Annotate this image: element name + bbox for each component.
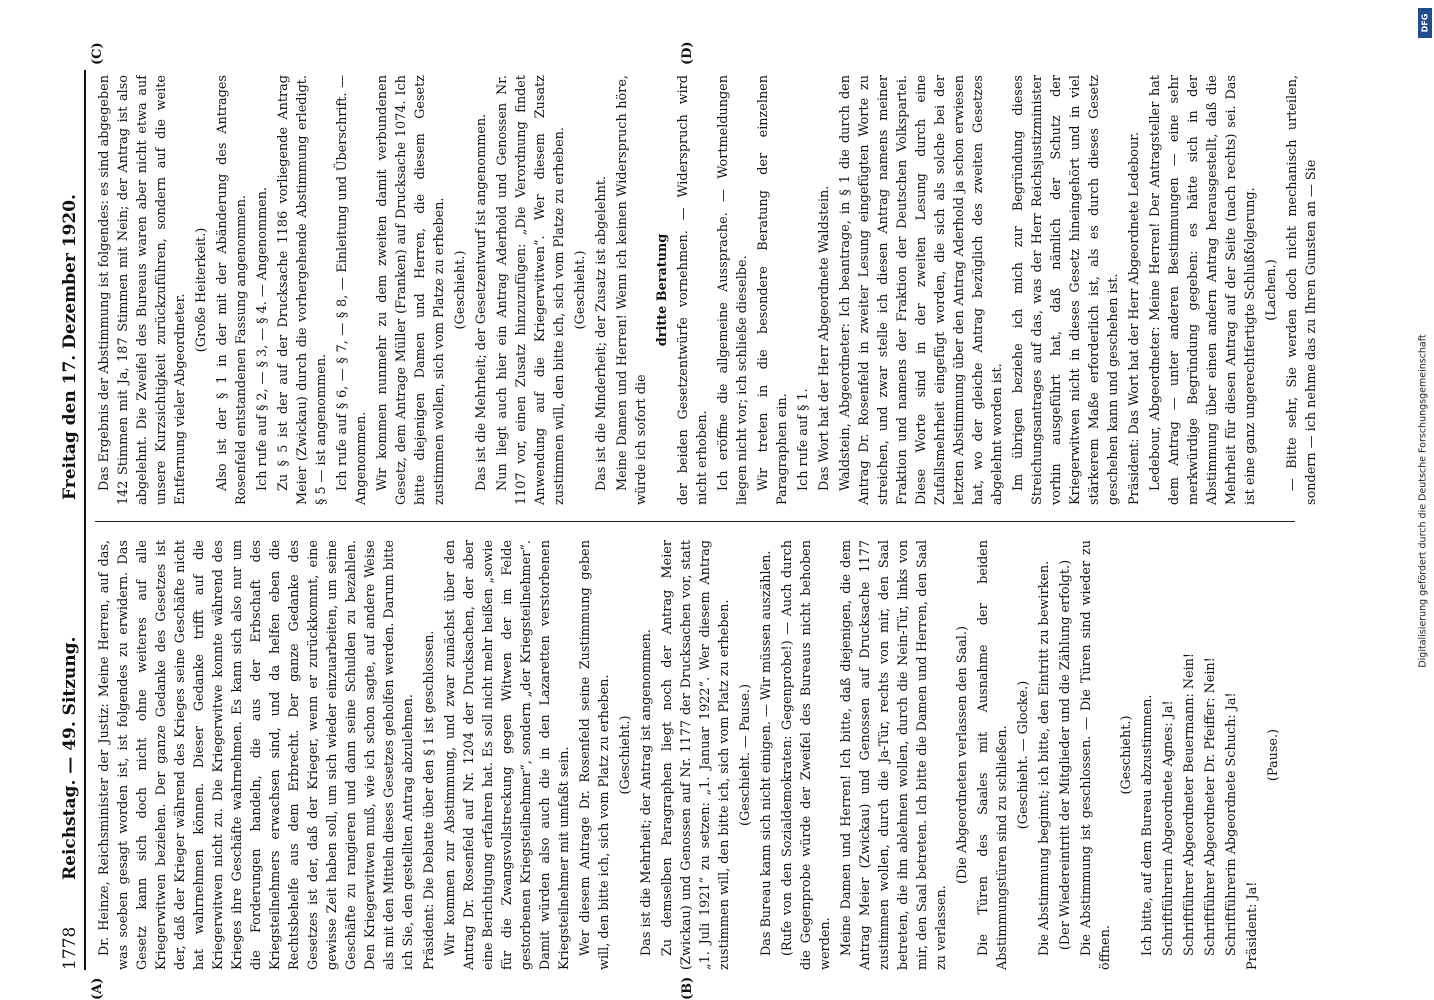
paragraph: Die Türen des Saales mit Ausnahme der beiden Abstimmungstüren sind zu schließen. [976,540,1010,970]
column-divider [95,521,1295,522]
paragraph: Zu demselben Paragraphen liegt noch der Antrag Meier (Zwickau) und Genossen auf Nr. 1177 der Drucksachen vor, statt „1. Juli 1921“ zu setzen: „1. Januar 1922“. Wer diesem Antrag zustimmen will, den bitte ich, sich vom Platz zu erheben. [660,540,732,970]
paragraph: (Pause.) [1266,728,1281,782]
paragraph: Wir treten in die besondere Beratung der einzelnen Paragraphen ein. [756,75,790,505]
paragraph: (Die Abgeordneten verlassen den Saal.) [955,626,970,884]
paragraph: Die Abstimmung beginnt; ich bitte, den Eintritt zu bewirken. [1037,560,1052,956]
paragraph: (Lachen.) [1264,259,1279,321]
paragraph: Ich eröffne die allgemeine Aussprache. — Wortmeldungen liegen nicht vor; ich schließe dieselbe. [716,75,750,505]
paragraph: Waldstein, Abgeordneter: Ich beantrage, in § 1 die durch den Antrag Dr. Rosenfeld in zweiter Lesung eingefügten Worte zu streichen, und zwar stelle ich diesen Antrag namens meiner Fraktion und namens der Fraktion der Deutschen Volkspartei. Diese Worte sind in der zweiten Lesung durch eine Zufallsmehrheit eingefügt worden, die sich als solche bei der letzten Abstimmung über den Antrag Aderhold ja schon erwiesen hat, wo der gleiche Antrag bezüglich des zweiten Gesetzes abgelehnt worden ist. [838,75,1005,505]
paragraph: (Geschieht.) [618,715,633,795]
paragraph: (Geschieht.) [453,250,468,330]
paragraph: Dr. Heinze, Reichsminister der Justiz: Meine Herren, auf das, was soeben gesagt worden ist, ist folgendes zu erwidern. Das Gesetz kann sich doch nicht ohne weiteres auf alle Kriegerwitwen beziehen. Der ganze Gedanke des Gesetzes ist der, daß der Krieger während des Krieges seine Geschäfte nicht hat wahrnehmen können. Dieser Gedanke trifft auf die Kriegerwitwen nicht zu. Die Kriegerwitwe konnte während des Krieges ihre Geschäfte wahrnehmen. Es kann sich also nur um die Forderungen handeln, die aus der Erbschaft des Kriegsteilnehmers erwachsen sind, und da helfen eben die Rechtsbehelfe aus dem Erbrecht. Der ganze Gedanke des Gesetzes ist der, daß der Krieger, wenn er zurückkommt, eine gewisse Zeit haben soll, um sich wieder einzuarbeiten, um seine Geschäfte zu rangieren und dann seine Schulden zu bezahlen. Den Kriegerwitwen muß, wie ich schon sagte, auf andere Weise als mit den Mitteln dieses Gesetzes geholfen werden. Darum bitte ich Sie, den gestellten Antrag abzulehnen. [97,540,416,970]
paragraph: Das Wort hat der Herr Abgeordnete Waldstein. [817,185,832,491]
header-date: Freitag den 17. Dezember 1920. [60,194,80,500]
paragraph: Schriftführerin Abgeordnete Schuch: Ja! [1224,692,1239,956]
text-column-left [95,540,1325,970]
digitization-text: Digitalisierung gefördert durch die Deutsche Forschungsgemeinschaft [1417,333,1429,668]
paragraph: (Der Wiedereintritt der Mitglieder und die Zählung erfolgt.) [1058,559,1073,951]
paragraph: Präsident: Ja! [1245,881,1260,970]
paragraph: Schriftführer Abgeordneter Beuermann: Nein! [1182,652,1197,956]
paragraph: Das ist die Mehrheit; der Antrag ist angenommen. [639,629,654,956]
digitization-notice [1416,8,1430,993]
dfg-logo [1418,8,1432,38]
section-heading: dritte Beratung [655,233,670,347]
paragraph: Wer diesem Antrage Dr. Rosenfeld seine Zustimmung geben will, den bitte ich, sich vom Platz zu erheben. [578,540,612,970]
margin-marker-d: (D) [680,41,695,65]
paragraph: Schriftführerin Abgeordnete Agnes: Ja! [1161,700,1176,956]
margin-marker-a: (A) [90,977,105,1000]
margin-marker-c: (C) [90,42,105,65]
paragraph: Ich rufe auf § 1. [796,388,811,491]
scanned-page [20,40,1350,1000]
paragraph: Schriftführer Abgeordneter Dr. Pfeiffer: Nein! [1203,657,1218,956]
paragraph: (Große Heiterkeit.) [194,227,209,353]
paragraph: Im übrigen beziehe ich mich zur Begründung dieses Streichungsantrages auf das, was der Herr Reichsjustizminister vorhin ausgeführt hat, daß nämlich der Schutz der Kriegerwitwen nicht in dieses Gesetz hineingehört und in viel stärkerem Maße erforderlich ist, als es durch dieses Gesetz geschehen kann und geschehen ist. [1011,75,1121,505]
paragraph: (Geschieht. — Glocke.) [1016,680,1031,830]
paragraph: Präsident: Das Wort hat der Herr Abgeordnete Ledebour. [1127,131,1142,505]
header-session: Reichstag. — 49. Sitzung. [60,636,80,880]
paragraph: Meine Damen und Herren! Wenn ich keinen Widerspruch höre, würde ich sofort die [615,75,649,505]
text-column-right [95,75,1325,505]
paragraph: (Geschieht. — Pause.) [738,684,753,826]
page-header [60,70,86,970]
paragraph: Die Abstimmung ist geschlossen. — Die Türen sind wieder zu öffnen. [1079,540,1113,970]
paragraph: Wir kommen nunmehr zu dem zweiten damit verbundenen Gesetz, dem Antrage Müller (Franken) auf Drucksache 1074. Ich bitte diejenigen Damen und Herren, die diesem Gesetz zustimmen wollen, sich vom Platze zu erheben. [375,75,447,505]
paragraph: Ich rufe auf § 2, — § 3, — § 4. — Angenommen. [255,186,270,491]
paragraph: Ledebour, Abgeordneter: Meine Herren! Der Antragsteller hat dem Antrag — unter anderen Bestimmungen — eine sehr merkwürdige Begründung gegeben: es hätte sich in der Abstimmung über einen andern Antrag herausgestellt, daß die Mehrheit für diesen Antrag auf der Seite (nach rechts) sei. Das ist eine ganz ungerechtfertigte Schlußfolgerung. [1148,75,1258,505]
dfg-logo-text: DFG [1420,13,1430,33]
paragraph: — Bitte sehr, Sie werden doch nicht mechanisch urteilen, sondern — ich nehme das zu Ihren Gunsten an — Sie [1285,75,1319,505]
paragraph: der beiden Gesetzentwürfe vornehmen. — Widerspruch wird nicht erhoben. [676,75,710,505]
paragraph: Nun liegt auch hier ein Antrag Aderhold und Genossen Nr. 1107 vor, einen Zusatz hinzuzufügen: „Die Verordnung findet Anwendung auf die Kriegerwitwen“. Wer diesem Zusatz zustimmen will, den bitte ich, sich vom Platze zu erheben. [495,75,567,505]
paragraph: Präsident: Die Debatte über den § 1 ist geschlossen. [422,630,437,970]
paragraph: Meine Damen und Herren! Ich bitte, daß diejenigen, die dem Antrag Meier (Zwickau) und Genossen auf Drucksache 1177 zustimmen wollen, durch die Ja-Tür, rechts von mir, den Saal betreten, die ihn ablehnen wollen, durch die Nein-Tür, links von mir, den Saal betreten. Ich bitte die Damen und Herren, den Saal zu verlassen. [839,540,949,970]
paragraph: Das Ergebnis der Abstimmung ist folgendes: es sind abgegeben 142 Stimmen mit Ja, 187 Stimmen mit Nein; der Antrag ist also abgelehnt. Die Zweifel des Bureaus waren aber nicht etwa auf unsere Kurzsichtigkeit zurückzuführen, sondern auf die weite Entfernung vieler Abgeordneter. [97,75,188,505]
paragraph: Zu § 5 ist der auf der Drucksache 1186 vorliegende Antrag Meier (Zwickau) durch die vorhergehende Abstimmung erledigt. § 5 — ist angenommen. [276,75,329,505]
paragraph: Das Bureau kann sich nicht einigen. — Wir müssen auszählen. [759,550,774,956]
paragraph: (Geschieht.) [1119,715,1134,795]
paragraph: (Geschieht.) [573,250,588,330]
paragraph: Das ist die Minderheit; der Zusatz ist abgelehnt. [594,175,609,491]
paragraph: Wir kommen zur Abstimmung, und zwar zunächst über den Antrag Dr. Rosenfeld auf Nr. 1204 der Drucksachen, der aber eine Berichtigung erfahren hat. Es soll nicht mehr heißen „sowie für die Zwangsvollstreckung gegen Witwen der im Felde gestorbenen Kriegsteilnehmer“, sondern „der Kriegsteilnehmer“. Damit würden also auch die in den Lazaretten verstorbenen Kriegsteilnehmer mit umfaßt sein. [443,540,572,970]
paragraph: Ich bitte, auf dem Bureau abzustimmen. [1140,694,1155,956]
paragraph: Das ist die Mehrheit; der Gesetzentwurf ist angenommen. [474,113,489,491]
page-number: 1778 [60,926,80,970]
margin-marker-b: (B) [680,976,695,1000]
paragraph: Ich rufe auf § 6, — § 7, — § 8, — Einleitung und Überschrift. — Angenommen. [335,75,369,505]
paragraph: Also ist der § 1 in der mit der Abänderung des Antrages Rosenfeld entstandenen Fassung angenommen. [215,75,249,505]
paragraph: (Rufe von den Sozialdemokraten: Gegenprobe!) — Auch durch die Gegenprobe würde der Zweifel des Bureaus nicht behoben werden. [780,540,833,970]
